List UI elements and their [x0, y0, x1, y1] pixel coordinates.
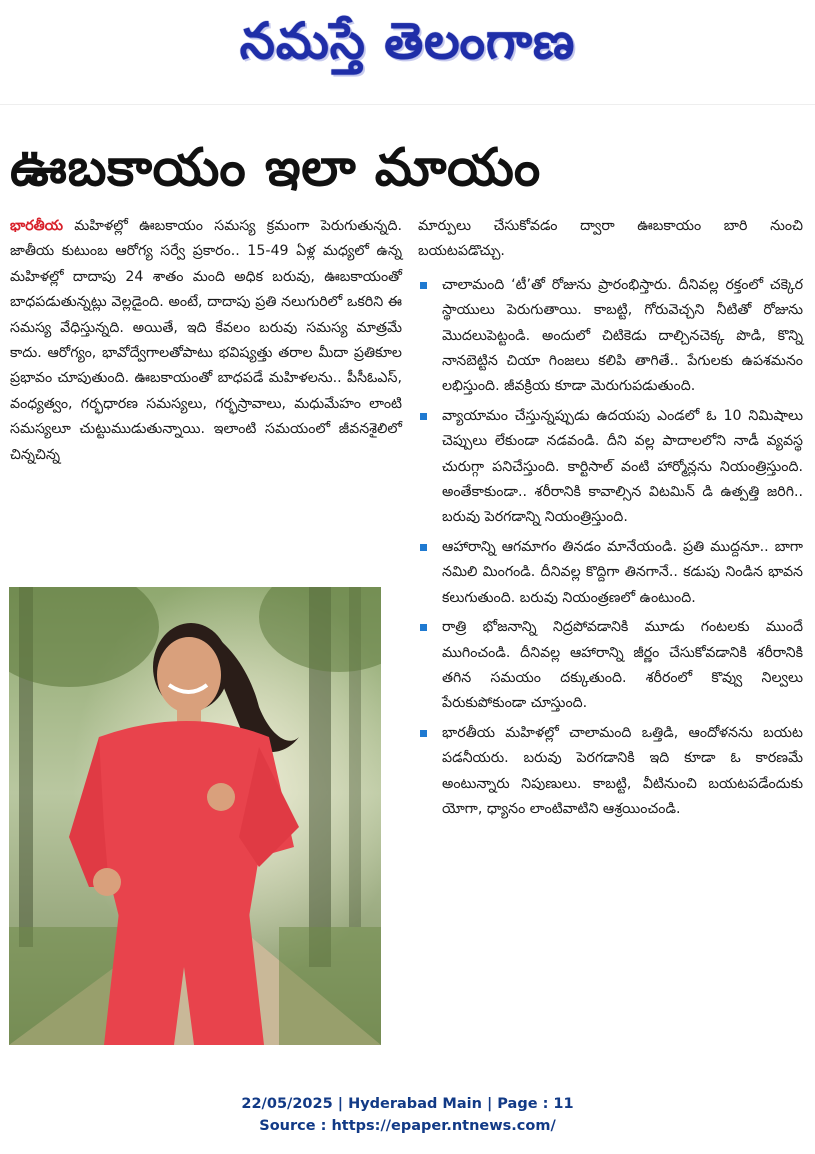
square-bullet-icon: [420, 413, 427, 420]
square-bullet-icon: [420, 624, 427, 631]
lead-word: భారతీయ: [10, 218, 63, 234]
article-intro: [10, 214, 402, 468]
woman-jogging-illustration: [9, 587, 381, 1045]
source-link[interactable]: Source : https://epaper.ntnews.com/: [259, 1118, 556, 1134]
tip-item: ఆహారాన్ని ఆగమాగం తినడం మానేయండి. ప్రతి ముద్దనూ.. బాగా నమిలి మింగండి. దీనివల్ల కొద్దిగా తినగానే.. కడుపు నిండిన భావన కలుగుతుంది. బరువు నియంత్రణలో ఉంటుంది.: [418, 535, 803, 611]
tip-item: రాత్రి భోజనాన్ని నిద్రపోవడానికి మూడు గంటలకు ముందే ముగించండి. దీనివల్ల ఆహారాన్ని జీర్ణం చేసుకోవడానికి శరీరానికి తగిన సమయం దక్కుతుంది. శరీరంలో కొవ్వు నిల్వలు పేరుకుపోకుండా చూస్తుంది.: [418, 615, 803, 717]
article-column-right: [418, 214, 803, 826]
square-bullet-icon: [420, 730, 427, 737]
tips-list: [418, 273, 803, 823]
tip-item: వ్యాయామం చేస్తున్నప్పుడు ఉదయపు ఎండలో ఓ 10 నిమిషాలు చెప్పులు లేకుండా నడవండి. దీని వల్ల పాదాలలోని నాడీ వ్యవస్థ చురుగ్గా పనిచేస్తుంది. కార్టిసాల్ వంటి హార్మోన్లను నియంత్రిస్తుంది. అంతేకాకుండా.. శరీరానికి కావాల్సిన విటమిన్ డి ఉత్పత్తి జరిగి.. బరువు పెరగడాన్ని నియంత్రిస్తుంది.: [418, 404, 803, 531]
tip-item: భారతీయ మహిళల్లో చాలామంది ఒత్తిడి, ఆందోళనను బయట పడనీయరు. బరువు పెరగడానికి ఇది కూడా ఓ కారణమే అంటున్నారు నిపుణులు. కాబట్టి, వీటినుంచి బయటపడేందుకు యోగా, ధ్యానం లాంటివాటిని ఆశ్రయించండి.: [418, 721, 803, 823]
edition-info: 22/05/2025 | Hyderabad Main | Page : 11: [241, 1096, 574, 1112]
intro-continued: మార్పులు చేసుకోవడం ద్వారా ఊబకాయం బారి నుంచి బయటపడొచ్చు.: [418, 218, 803, 260]
header-divider: [0, 104, 815, 105]
square-bullet-icon: [420, 544, 427, 551]
article-headline: ఊబకాయం ఇలా మాయం: [10, 138, 541, 198]
intro-text: మహిళల్లో ఊబకాయం సమస్య క్రమంగా పెరుగుతున్నది. జాతీయ కుటుంబ ఆరోగ్య సర్వే ప్రకారం.. 15-49 ఏళ్ల మధ్యలో ఉన్న మహిళల్లో దాదాపు 24 శాతం మంది అధిక బరువు, ఊబకాయంతో బాధపడుతున్నట్లు వెల్లడైంది. అంటే, దాదాపు ప్రతి నలుగురిలో ఒకరిని ఈ సమస్య వేధిస్తున్నది. అయితే, ఇది కేవలం బరువు సమస్య మాత్రమే కాదు. ఆరోగ్యం, భావోద్వేగాలతోపాటు భవిష్యత్తు తరాల మీదా ప్రతికూల ప్రభావం చూపుతుంది. ఊబకాయంతో బాధపడే మహిళలను.. పీసీఓఎస్, వంధ్యత్వం, గర్భధారణ సమస్యలు, గర్భస్రావాలు, మధుమేహం లాంటి సమస్యలూ చుట్టుముడుతున్నాయి. ఇలాంటి సమయంలో జీవనశైలిలో చిన్నచిన్న: [10, 218, 402, 463]
masthead: [150, 6, 665, 76]
article-column-left: [10, 214, 402, 468]
newspaper-logo: నమస్తే తెలంగాణ: [239, 12, 576, 70]
article-photo: [9, 587, 381, 1045]
page-footer: [0, 1093, 815, 1137]
tip-item: చాలామంది ‘టీ’తో రోజును ప్రారంభిస్తారు. దీనివల్ల రక్తంలో చక్కెర స్థాయులు పెరుగుతాయి. కాబట్టి, గోరువెచ్చని నీటితో రోజును మొదలుపెట్టండి. అందులో చిటికెడు దాల్చినచెక్క పొడి, కొన్ని నానబెట్టిన చియా గింజలు కలిపి తాగితే.. పేగులకు ఉపశమనం లభిస్తుంది. జీవక్రియ కూడా మెరుగుపడుతుంది.: [418, 273, 803, 400]
square-bullet-icon: [420, 282, 427, 289]
